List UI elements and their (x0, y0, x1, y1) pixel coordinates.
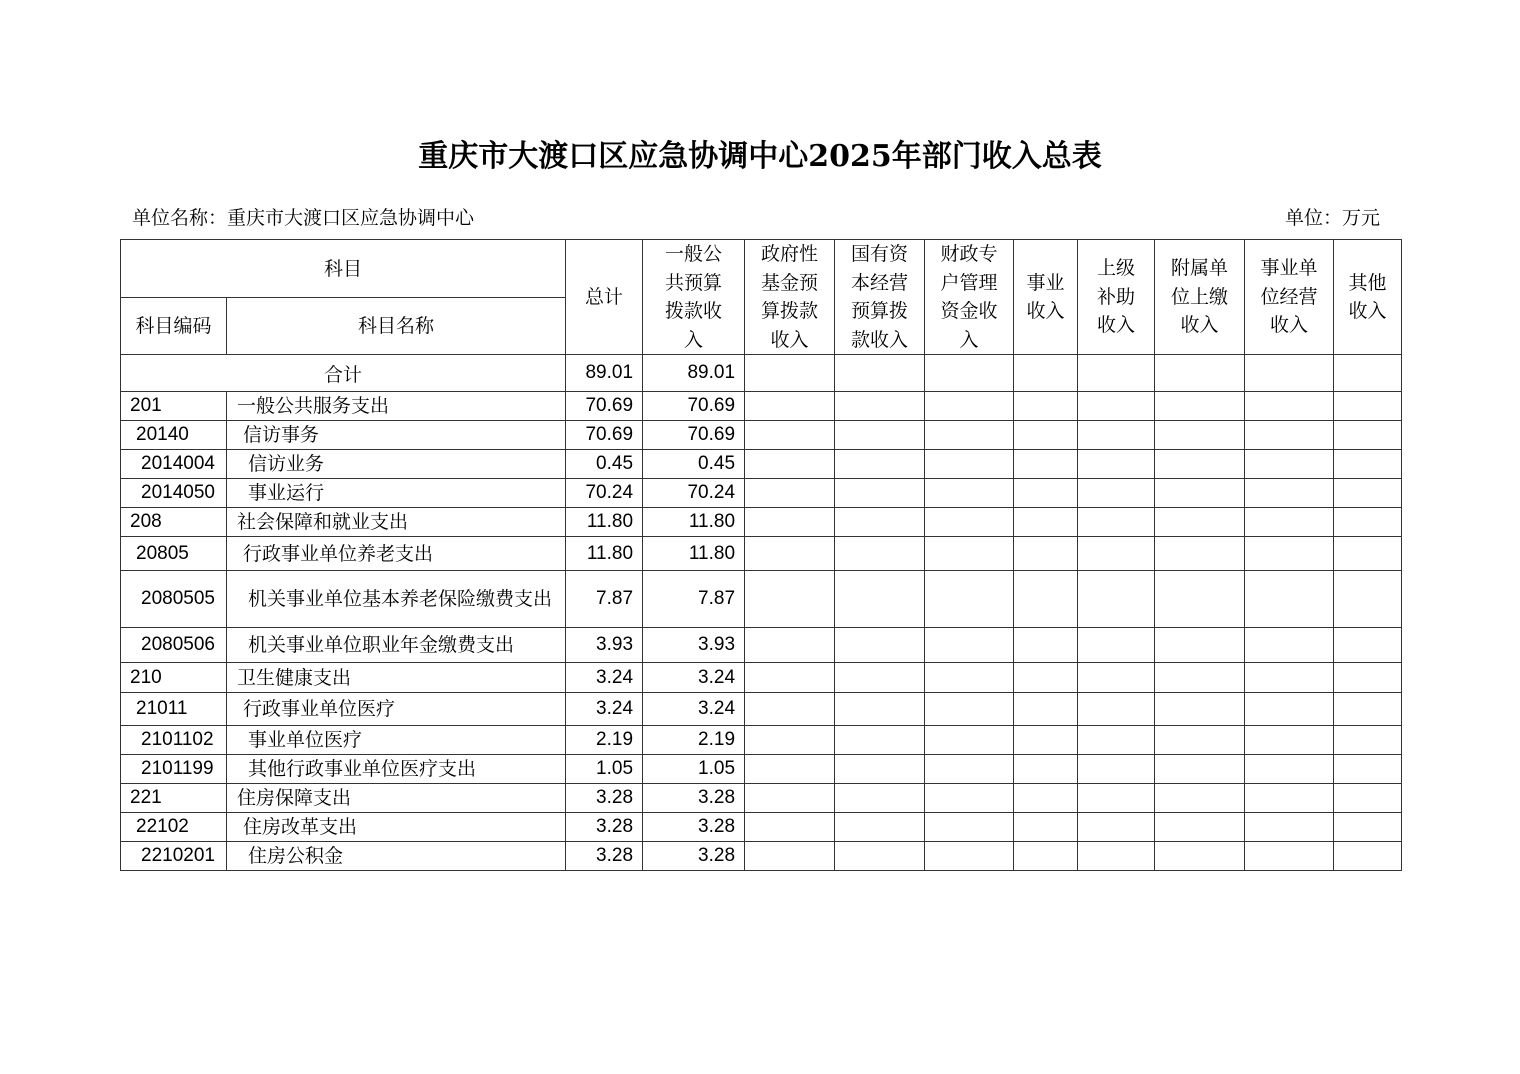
empty-cell (745, 628, 835, 663)
empty-cell (745, 421, 835, 450)
empty-cell (1155, 479, 1245, 508)
empty-cell (1334, 842, 1402, 871)
empty-cell (745, 392, 835, 421)
empty-cell (1078, 450, 1155, 479)
header-general-budget: 一般公共预算拨款收入 (643, 240, 745, 355)
amount-general-budget: 11.80 (643, 508, 745, 537)
subject-name: 卫生健康支出 (227, 663, 566, 693)
empty-cell (1014, 479, 1078, 508)
table-row (121, 450, 1402, 479)
empty-cell (1014, 842, 1078, 871)
empty-cell (1078, 842, 1155, 871)
subject-name: 信访事务 (227, 421, 566, 450)
subject-code: 2014004 (121, 450, 227, 479)
empty-cell (1245, 813, 1334, 842)
header-name: 科目名称 (227, 298, 566, 355)
amount-general-budget: 3.28 (643, 842, 745, 871)
amount-general-budget: 0.45 (643, 450, 745, 479)
empty-cell (925, 693, 1014, 726)
empty-cell (1014, 755, 1078, 784)
empty-cell (925, 842, 1014, 871)
subject-code: 21011 (121, 693, 227, 726)
empty-cell (1155, 392, 1245, 421)
amount-total: 70.69 (566, 421, 643, 450)
empty-cell (1334, 755, 1402, 784)
empty-cell (1155, 813, 1245, 842)
subject-code: 2210201 (121, 842, 227, 871)
income-table (120, 239, 1402, 871)
empty-cell (1014, 392, 1078, 421)
empty-cell (835, 508, 925, 537)
empty-cell (745, 726, 835, 755)
empty-cell (1155, 421, 1245, 450)
amount-total: 3.28 (566, 842, 643, 871)
empty-cell (1155, 628, 1245, 663)
empty-cell (1245, 726, 1334, 755)
amount-total: 7.87 (566, 571, 643, 628)
table-row (121, 813, 1402, 842)
amount-total: 11.80 (566, 537, 643, 571)
empty-cell (1334, 571, 1402, 628)
empty-cell (925, 537, 1014, 571)
empty-cell (835, 571, 925, 628)
subject-code: 221 (121, 784, 227, 813)
header-operation: 事业单位经营收入 (1245, 240, 1334, 355)
empty-cell (925, 450, 1014, 479)
empty-cell (1245, 784, 1334, 813)
subject-code: 201 (121, 392, 227, 421)
empty-cell (1078, 628, 1155, 663)
empty-cell (835, 784, 925, 813)
amount-total: 3.28 (566, 813, 643, 842)
empty-cell (1078, 571, 1155, 628)
header-gov-fund: 政府性基金预算拨款收入 (745, 240, 835, 355)
empty-cell (1014, 628, 1078, 663)
amount-total: 0.45 (566, 450, 643, 479)
empty-cell (925, 628, 1014, 663)
empty-cell (1078, 421, 1155, 450)
subject-code: 2101199 (121, 755, 227, 784)
empty-cell (1014, 571, 1078, 628)
empty-cell (1245, 693, 1334, 726)
empty-cell (1155, 842, 1245, 871)
empty-cell (925, 784, 1014, 813)
empty-cell (1245, 450, 1334, 479)
empty-cell (1155, 537, 1245, 571)
table-row (121, 571, 1402, 628)
table-row (121, 421, 1402, 450)
empty-cell (835, 842, 925, 871)
empty-cell (925, 508, 1014, 537)
empty-cell (835, 663, 925, 693)
empty-cell (1078, 693, 1155, 726)
empty-cell (745, 571, 835, 628)
subject-code: 210 (121, 663, 227, 693)
header-affiliated: 附属单位上缴收入 (1155, 240, 1245, 355)
empty-cell (1014, 508, 1078, 537)
header-state-capital: 国有资本经营预算拨款收入 (835, 240, 925, 355)
empty-cell (745, 537, 835, 571)
empty-cell (1245, 628, 1334, 663)
header-code: 科目编码 (121, 298, 227, 355)
subject-name: 行政事业单位医疗 (227, 693, 566, 726)
subject-code: 20805 (121, 537, 227, 571)
table-row (121, 693, 1402, 726)
empty-cell (745, 663, 835, 693)
empty-cell (925, 571, 1014, 628)
empty-cell (745, 755, 835, 784)
total-label: 合计 (121, 355, 566, 392)
empty-cell (835, 421, 925, 450)
amount-total: 70.69 (566, 392, 643, 421)
empty-cell (1078, 479, 1155, 508)
empty-cell (1155, 508, 1245, 537)
amount-total: 3.93 (566, 628, 643, 663)
empty-cell (835, 755, 925, 784)
empty-cell (1245, 663, 1334, 693)
empty-cell (835, 450, 925, 479)
total-amount: 89.01 (566, 355, 643, 392)
empty-cell (835, 392, 925, 421)
subject-code: 2080505 (121, 571, 227, 628)
empty-cell (1334, 421, 1402, 450)
empty-cell (1155, 450, 1245, 479)
empty-cell (1334, 537, 1402, 571)
empty-cell (1334, 628, 1402, 663)
subject-code: 208 (121, 508, 227, 537)
empty-cell (1078, 784, 1155, 813)
amount-total: 3.24 (566, 663, 643, 693)
subject-name: 信访业务 (227, 450, 566, 479)
empty-cell (1245, 392, 1334, 421)
empty-cell (1334, 450, 1402, 479)
subject-name: 事业运行 (227, 479, 566, 508)
empty-cell (1334, 813, 1402, 842)
empty-cell (1014, 693, 1078, 726)
empty-cell (925, 755, 1014, 784)
empty-cell (1155, 663, 1245, 693)
empty-cell (745, 784, 835, 813)
header-other: 其他收入 (1334, 240, 1402, 355)
empty-cell (1334, 784, 1402, 813)
amount-general-budget: 3.24 (643, 693, 745, 726)
empty-cell (1155, 693, 1245, 726)
empty-cell (1078, 392, 1155, 421)
empty-cell (1014, 726, 1078, 755)
subject-code: 22102 (121, 813, 227, 842)
header-subject: 科目 (121, 240, 566, 298)
empty-cell (835, 628, 925, 663)
amount-total: 70.24 (566, 479, 643, 508)
empty-cell (1014, 421, 1078, 450)
subject-name: 住房保障支出 (227, 784, 566, 813)
empty-cell (835, 479, 925, 508)
subject-name: 行政事业单位养老支出 (227, 537, 566, 571)
amount-total: 3.24 (566, 693, 643, 726)
empty-cell (1155, 571, 1245, 628)
amount-general-budget: 3.28 (643, 813, 745, 842)
table-row (121, 479, 1402, 508)
subject-name: 事业单位医疗 (227, 726, 566, 755)
empty-cell (745, 508, 835, 537)
empty-cell (925, 392, 1014, 421)
empty-cell (1155, 755, 1245, 784)
table-row (121, 663, 1402, 693)
amount-general-budget: 3.28 (643, 784, 745, 813)
empty-cell (835, 813, 925, 842)
empty-cell (925, 421, 1014, 450)
subject-name: 住房改革支出 (227, 813, 566, 842)
subject-code: 2014050 (121, 479, 227, 508)
empty-cell (745, 693, 835, 726)
table-row (121, 392, 1402, 421)
empty-cell (1155, 726, 1245, 755)
amount-total: 11.80 (566, 508, 643, 537)
empty-cell (835, 537, 925, 571)
empty-cell (925, 479, 1014, 508)
amount-general-budget: 11.80 (643, 537, 745, 571)
header-total: 总计 (566, 240, 643, 355)
empty-cell (1078, 508, 1155, 537)
amount-general-budget: 2.19 (643, 726, 745, 755)
empty-cell (1014, 784, 1078, 813)
empty-cell (1078, 537, 1155, 571)
empty-cell (745, 813, 835, 842)
empty-cell (1078, 813, 1155, 842)
empty-cell (925, 663, 1014, 693)
unit-label: 单位：万元 (1284, 207, 1380, 229)
empty-cell (1245, 421, 1334, 450)
empty-cell (1334, 693, 1402, 726)
empty-cell (1245, 755, 1334, 784)
empty-cell (745, 450, 835, 479)
empty-cell (925, 813, 1014, 842)
empty-cell (835, 693, 925, 726)
empty-cell (1334, 392, 1402, 421)
empty-cell (1078, 726, 1155, 755)
page-title: 重庆市大渡口区应急协调中心2025年部门收入总表 (418, 139, 1102, 174)
table-row (121, 537, 1402, 571)
empty-cell (1014, 450, 1078, 479)
amount-total: 3.28 (566, 784, 643, 813)
empty-cell (1245, 842, 1334, 871)
header-superior-subsidy: 上级补助收入 (1078, 240, 1155, 355)
amount-general-budget: 3.93 (643, 628, 745, 663)
empty-cell (745, 479, 835, 508)
empty-cell (745, 842, 835, 871)
amount-general-budget: 70.69 (643, 392, 745, 421)
subject-name: 住房公积金 (227, 842, 566, 871)
header-business: 事业收入 (1014, 240, 1078, 355)
empty-cell (1334, 663, 1402, 693)
subject-name: 其他行政事业单位医疗支出 (227, 755, 566, 784)
empty-cell (925, 726, 1014, 755)
empty-cell (1078, 755, 1155, 784)
amount-general-budget: 70.69 (643, 421, 745, 450)
amount-total: 2.19 (566, 726, 643, 755)
empty-cell (1245, 479, 1334, 508)
empty-cell (1245, 508, 1334, 537)
total-general: 89.01 (643, 355, 745, 392)
amount-general-budget: 70.24 (643, 479, 745, 508)
subject-code: 2101102 (121, 726, 227, 755)
table-row (121, 755, 1402, 784)
unit-name: 单位名称：重庆市大渡口区应急协调中心 (132, 207, 475, 229)
empty-cell (835, 726, 925, 755)
subject-code: 20140 (121, 421, 227, 450)
empty-cell (1155, 784, 1245, 813)
subject-name: 机关事业单位基本养老保险缴费支出 (227, 571, 566, 628)
empty-cell (1334, 479, 1402, 508)
empty-cell (1014, 813, 1078, 842)
empty-cell (1245, 537, 1334, 571)
subject-name: 社会保障和就业支出 (227, 508, 566, 537)
subject-code: 2080506 (121, 628, 227, 663)
empty-cell (1014, 663, 1078, 693)
empty-cell (1014, 537, 1078, 571)
empty-cell (1078, 663, 1155, 693)
table-row (121, 784, 1402, 813)
amount-general-budget: 1.05 (643, 755, 745, 784)
amount-general-budget: 3.24 (643, 663, 745, 693)
empty-cell (1334, 726, 1402, 755)
table-row (121, 508, 1402, 537)
empty-cell (1334, 508, 1402, 537)
subject-name: 机关事业单位职业年金缴费支出 (227, 628, 566, 663)
amount-general-budget: 7.87 (643, 571, 745, 628)
table-row (121, 726, 1402, 755)
header-special-account: 财政专户管理资金收入 (925, 240, 1014, 355)
table-row (121, 842, 1402, 871)
subject-name: 一般公共服务支出 (227, 392, 566, 421)
empty-cell (1245, 571, 1334, 628)
total-row (121, 355, 1402, 392)
table-row (121, 628, 1402, 663)
amount-total: 1.05 (566, 755, 643, 784)
